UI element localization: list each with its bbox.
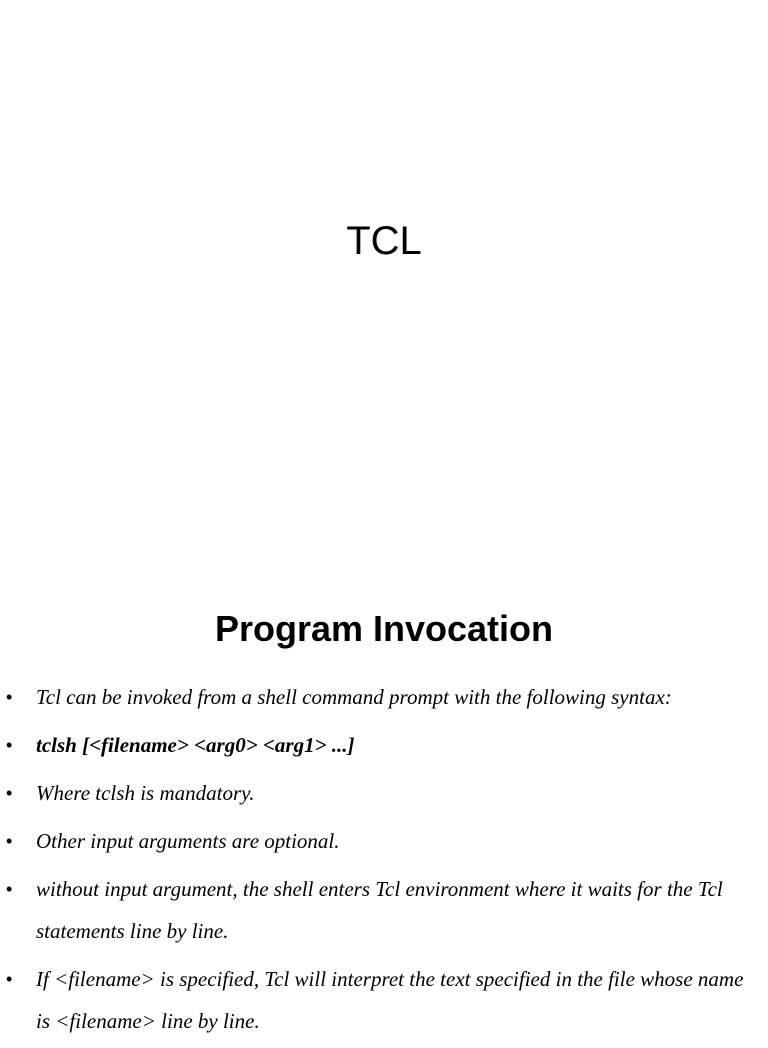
bullet-icon: •	[6, 687, 13, 707]
bullet-text: If <filename> is specified, Tcl will interpret the text specified in the file whose name is <filename> line by line.	[36, 967, 744, 1033]
slide-title-program-invocation: Program Invocation	[214, 608, 554, 649]
bullet-icon: •	[6, 879, 13, 899]
content-slide-program-invocation	[0, 576, 768, 1033]
bullet-text-syntax: tclsh [<filename> <arg0> <arg1> ...]	[36, 733, 355, 757]
bullet-item	[0, 820, 768, 862]
bullet-icon: •	[6, 969, 13, 989]
bullet-text: Tcl can be invoked from a shell command prompt with the following syntax:	[36, 685, 672, 709]
bullet-text: without input argument, the shell enters Tcl environment where it waits for the Tcl statements line by line.	[36, 877, 723, 943]
bullet-text: Other input arguments are optional.	[36, 829, 340, 853]
bullet-item	[0, 724, 768, 766]
bullet-list	[0, 676, 768, 1048]
bullet-icon: •	[6, 735, 13, 755]
bullet-item	[0, 868, 768, 952]
bullet-item	[0, 676, 768, 718]
bullet-icon: •	[6, 783, 13, 803]
bullet-item	[0, 958, 768, 1042]
bullet-item	[0, 772, 768, 814]
slide-title-tcl: TCL	[346, 219, 422, 263]
bullet-icon: •	[6, 831, 13, 851]
bullet-text: Where tclsh is mandatory.	[36, 781, 255, 805]
